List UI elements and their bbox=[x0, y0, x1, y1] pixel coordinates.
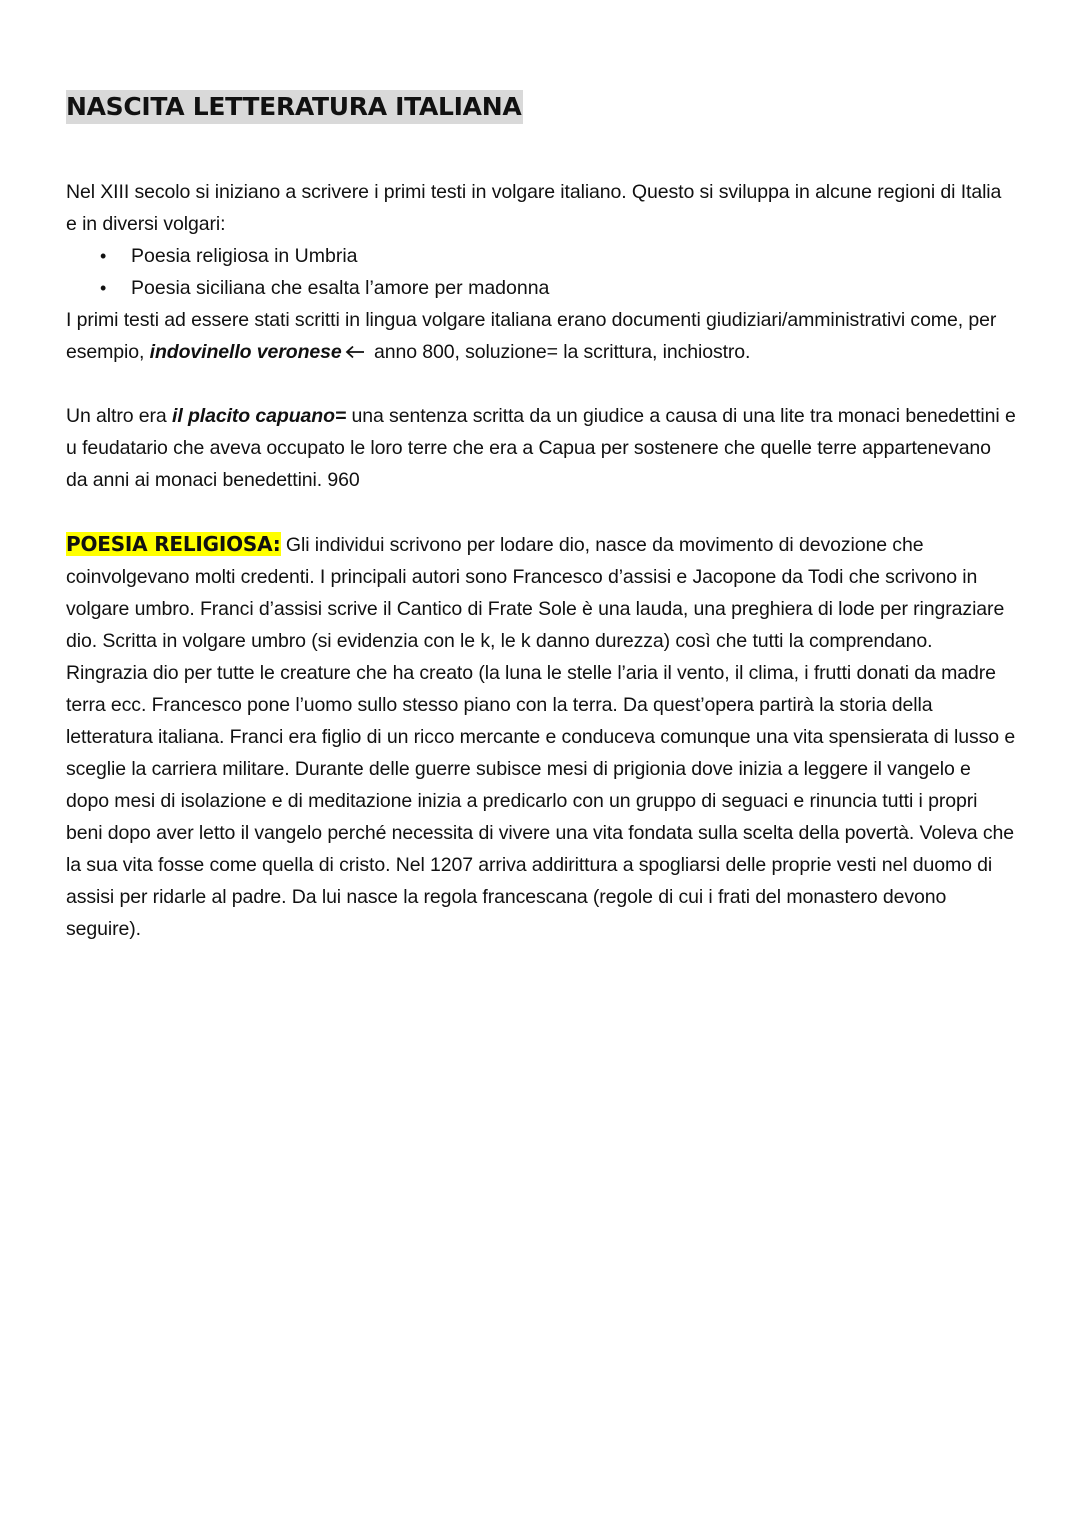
list-item-text: Poesia religiosa in Umbria bbox=[131, 245, 358, 267]
bullet-icon: • bbox=[100, 278, 107, 298]
paragraph-text: Un altro era bbox=[66, 405, 172, 427]
early-texts-paragraph bbox=[66, 304, 1016, 368]
list-item bbox=[66, 240, 1016, 272]
arrow-left-icon bbox=[344, 345, 366, 359]
bullet-list bbox=[66, 240, 1016, 304]
poesia-religiosa-paragraph bbox=[66, 528, 1016, 945]
placito-paragraph bbox=[66, 400, 1016, 496]
list-item bbox=[66, 272, 1016, 304]
term-indovinello-veronese: indovinello veronese bbox=[149, 341, 342, 363]
list-item-text: Poesia siciliana che esalta l’amore per madonna bbox=[131, 277, 550, 299]
section-heading: POESIA RELIGIOSA: bbox=[66, 532, 281, 556]
paragraph-text: I primi testi ad essere stati scritti in lingua volgare italiana erano documenti giudiziari/amministrativi come, per esempio, bbox=[66, 309, 997, 363]
bullet-icon: • bbox=[100, 246, 107, 266]
term-placito-capuano: il placito capuano= bbox=[172, 405, 347, 427]
spacer bbox=[66, 496, 1016, 528]
intro-paragraph: Nel XIII secolo si iniziano a scrivere i primi testi in volgare italiano. Questo si sviluppa in alcune regioni di Italia e in diversi volgari: bbox=[66, 181, 1002, 235]
document-page bbox=[66, 90, 1016, 945]
spacer bbox=[66, 368, 1016, 400]
paragraph-text: anno 800, soluzione= la scrittura, inchiostro. bbox=[368, 341, 751, 363]
document-title: NASCITA LETTERATURA ITALIANA bbox=[66, 90, 523, 124]
paragraph-text: Gli individui scrivono per lodare dio, nasce da movimento di devozione che coinvolgevano molti credenti. I principali autori sono Francesco d’assisi e Jacopone da Todi che scrivono in volgare umbro. Franci d’assisi scrive il Cantico di Frate Sole è una lauda, una preghiera di lode per ringraziare dio. Scritta in volgare umbro (si evidenzia con le k, le k danno durezza) così che tutti la comprendano. Ringrazia dio per tutte le creature che ha creato (la luna le stelle l’aria il vento, il clima, i frutti donati da madre terra ecc. Francesco pone l’uomo sullo stesso piano con la terra. Da quest’opera partirà la storia della letteratura italiana. Franci era figlio di un ricco mercante e conduceva comunque una vita spensierata di lusso e sceglie la carriera militare. Durante delle guerre subisce mesi di prigionia dove inizia a leggere il vangelo e dopo mesi di isolazione e di meditazione inizia a predicarlo con un gruppo di seguaci e rinuncia tutti i propri beni dopo aver letto il vangelo perché necessita di vivere una vita fondata sulla scelta della povertà. Voleva che la sua vita fosse come quella di cristo. Nel 1207 arriva addirittura a spogliarsi delle proprie vesti nel duomo di assisi per ridarle al padre. Da lui nasce la regola francescana (regole di cui i frati del monastero devono seguire). bbox=[66, 534, 1016, 940]
paragraph-text: una sentenza scritta da un giudice a causa di una lite tra monaci benedettini e u feudatario che aveva occupato le loro terre che era a Capua per sostenere che quelle terre appartenevano da anni ai monaci benedettini. 960 bbox=[66, 405, 1016, 491]
